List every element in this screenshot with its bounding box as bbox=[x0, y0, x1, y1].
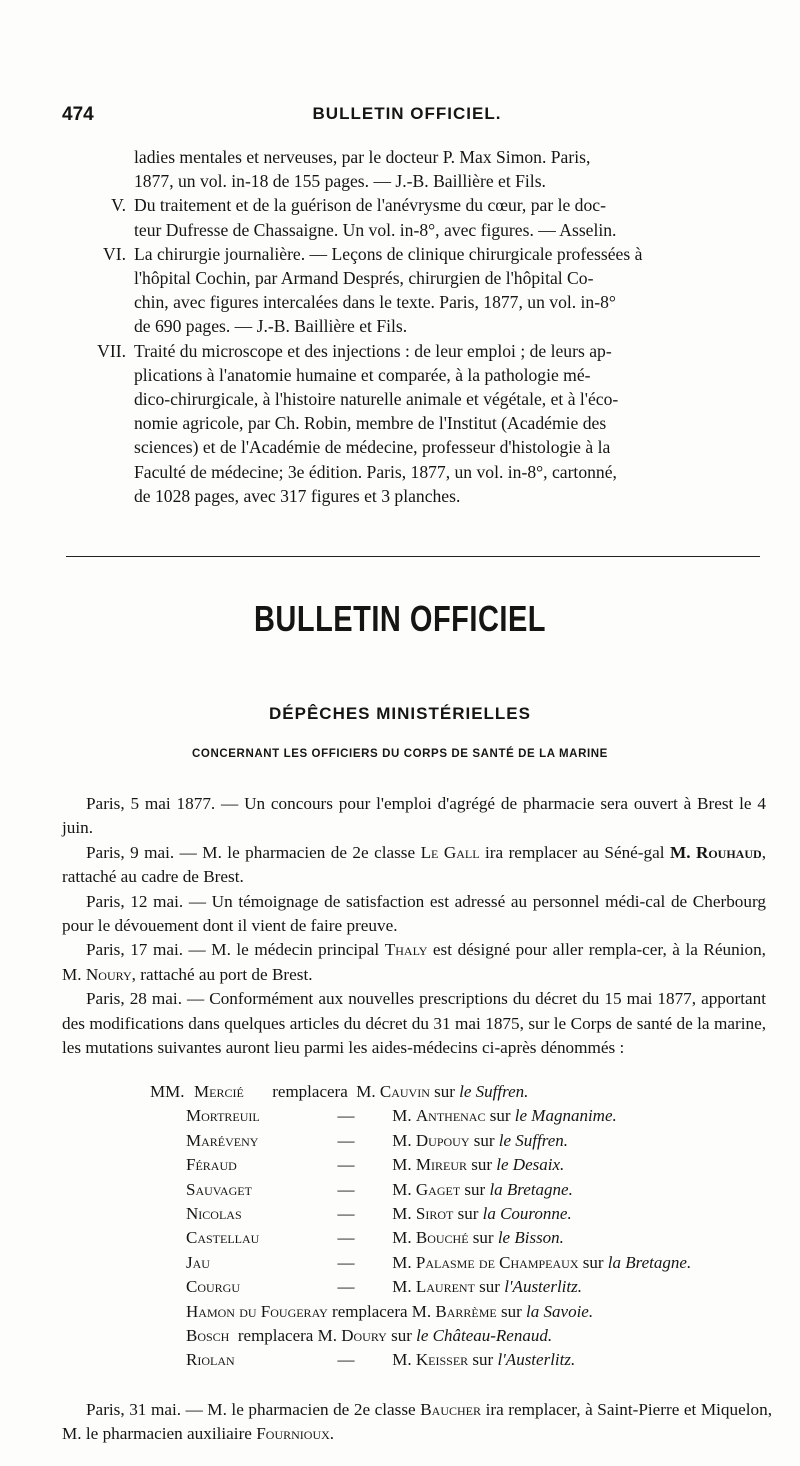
dispatch-text: ira remplacer au Séné-gal bbox=[479, 842, 670, 862]
mutation-sur: sur bbox=[489, 1106, 511, 1126]
mutation-m: M. bbox=[392, 1179, 412, 1199]
mutation-row bbox=[150, 1104, 770, 1128]
entry-number: V. bbox=[111, 195, 126, 216]
dispatch-paragraph bbox=[62, 792, 766, 841]
person-name: Baucher bbox=[420, 1400, 482, 1419]
mutation-m: M. bbox=[392, 1130, 412, 1150]
final-dispatch bbox=[62, 1398, 772, 1447]
mutation-row bbox=[150, 1300, 770, 1324]
mutation-to: Laurent bbox=[415, 1277, 475, 1297]
mutation-sur: sur bbox=[434, 1082, 455, 1101]
mutation-verb: — bbox=[337, 1106, 355, 1126]
dispatch-paragraph bbox=[62, 938, 766, 987]
biblio-entry bbox=[62, 242, 772, 339]
dispatch-text: . bbox=[329, 1424, 335, 1444]
mutation-lead: MM. bbox=[150, 1082, 185, 1101]
mutation-sur: sur bbox=[391, 1326, 412, 1346]
mutation-row bbox=[150, 1324, 770, 1348]
dispatch-text: — M. le pharmacien de 2e classe bbox=[174, 842, 421, 862]
ship-name: l'Austerlitz. bbox=[497, 1350, 576, 1370]
entry-line: dico-chirurgicale, à l'histoire naturelle animale et végétale, et à l'éco- bbox=[134, 389, 619, 410]
mutation-row bbox=[150, 1202, 770, 1226]
ship-name: la Bretagne. bbox=[607, 1252, 692, 1272]
biblio-continuation-line: 1877, un vol. in-18 de 155 pages. — J.-B. Baillière et Fils. bbox=[134, 171, 546, 192]
dispatch-date: Paris, 12 mai. bbox=[86, 891, 184, 911]
dispatch-paragraph bbox=[62, 987, 766, 1060]
ship-name: la Bretagne. bbox=[489, 1179, 573, 1199]
mutation-sur: sur bbox=[457, 1204, 479, 1224]
running-head: BULLETIN OFFICIEL. bbox=[312, 104, 502, 123]
entry-line: Faculté de médecine; 3e édition. Paris, 1877, un vol. in-8°, cartonné, bbox=[134, 461, 617, 482]
mutation-m: M. bbox=[392, 1350, 412, 1370]
mutation-from: Jau bbox=[186, 1252, 210, 1272]
mutation-from: Castellau bbox=[186, 1228, 260, 1248]
mutation-from: Bosch bbox=[186, 1326, 230, 1346]
dispatch-text: — Conformément aux nouvelles prescriptions du décret du 15 mai 1877, apportant des modifications dans quelques articles du décret du 31 mai 1875, sur le Corps de santé de la marine, les mutations suivantes auront lieu parmi les aides-médecins ci-après dénommés : bbox=[62, 989, 766, 1058]
mutation-m: M. bbox=[392, 1277, 412, 1297]
ship-name: l'Austerlitz. bbox=[504, 1277, 582, 1297]
mutation-verb: remplacera bbox=[272, 1082, 348, 1101]
mutation-to: Sirot bbox=[415, 1204, 454, 1224]
biblio-entry bbox=[62, 193, 772, 241]
mutation-m: M. bbox=[392, 1155, 412, 1175]
ship-name: le Bisson. bbox=[497, 1228, 564, 1248]
mutation-row bbox=[150, 1153, 770, 1177]
mutation-to: Anthenac bbox=[415, 1106, 486, 1126]
dispatch-text: M. bbox=[669, 842, 696, 862]
mutation-verb: remplacera bbox=[237, 1326, 314, 1346]
dispatch-text: — M. le pharmacien de 2e classe bbox=[181, 1400, 421, 1419]
mutation-to: Doury bbox=[341, 1326, 387, 1346]
mutation-m: M. bbox=[356, 1082, 376, 1101]
page-header bbox=[62, 104, 752, 130]
mutation-verb: remplacera bbox=[332, 1301, 408, 1321]
mutation-m: M. bbox=[392, 1106, 412, 1126]
mutation-row bbox=[150, 1251, 770, 1275]
person-name: Fournioux bbox=[256, 1424, 330, 1444]
biblio-continuation-line: ladies mentales et nerveuses, par le docteur P. Max Simon. Paris, bbox=[134, 147, 591, 167]
mutation-row bbox=[150, 1129, 770, 1153]
mutation-row bbox=[150, 1080, 770, 1104]
dispatch-text: — Un concours pour l'emploi d'agrégé de pharmacie sera ouvert à Brest le 4 juin. bbox=[62, 794, 766, 838]
mutations-list bbox=[150, 1080, 770, 1373]
mutation-row bbox=[150, 1275, 770, 1299]
mutation-to: Gaget bbox=[415, 1179, 461, 1199]
mutation-sur: sur bbox=[582, 1252, 604, 1272]
dispatch-text: , rattaché au port de Brest. bbox=[131, 964, 313, 984]
section-divider bbox=[66, 556, 760, 557]
mutation-sur: sur bbox=[501, 1301, 522, 1321]
mutation-row bbox=[150, 1226, 770, 1250]
subsection-subtitle: CONCERNANT LES OFFICIERS DU CORPS DE SANTÉ DE LA MARINE bbox=[192, 748, 608, 760]
mutation-from: Riolan bbox=[186, 1350, 235, 1370]
section-title: BULLETIN OFFICIEL bbox=[253, 599, 547, 640]
entry-line: nomie agricole, par Ch. Robin, membre de l'Institut (Académie des bbox=[134, 413, 607, 434]
mutation-verb: — bbox=[337, 1130, 355, 1150]
mutation-verb: — bbox=[337, 1155, 355, 1175]
mutation-to: Barrème bbox=[435, 1301, 497, 1321]
mutation-from: Nicolas bbox=[186, 1204, 242, 1224]
dispatch-text: — M. le médecin principal bbox=[183, 940, 385, 960]
mutation-to: Dupouy bbox=[415, 1130, 470, 1150]
entry-line: La chirurgie journalière. — Leçons de clinique chirurgicale professées à bbox=[134, 243, 643, 264]
mutation-from: Féraud bbox=[186, 1155, 237, 1175]
dispatch-date: Paris, 9 mai. bbox=[86, 842, 175, 862]
mutation-verb: — bbox=[337, 1228, 355, 1248]
ship-name: le Desaix. bbox=[496, 1155, 565, 1175]
ship-name: le Château-Renaud. bbox=[416, 1326, 553, 1346]
mutation-from: Mercié bbox=[194, 1082, 244, 1101]
dispatch-paragraph bbox=[62, 841, 766, 890]
mutation-row bbox=[150, 1178, 770, 1202]
subsection-title: DÉPÊCHES MINISTÉRIELLES bbox=[269, 704, 531, 723]
person-name: Rouhaud bbox=[695, 842, 762, 862]
dispatch-text: — Un témoignage de satisfaction est adressé au personnel médi-cal de Cherbourg pour le dévouement dont il vient de faire preuve. bbox=[62, 891, 766, 936]
dispatch-date: Paris, 31 mai. bbox=[86, 1400, 182, 1419]
dispatch-date: Paris, 17 mai. bbox=[86, 940, 184, 960]
bibliography-list bbox=[62, 145, 772, 508]
entry-line: chin, avec figures intercalées dans le texte. Paris, 1877, un vol. in-8° bbox=[134, 292, 616, 313]
mutation-sur: sur bbox=[479, 1277, 500, 1297]
mutation-verb: — bbox=[337, 1350, 355, 1370]
mutation-from: Hamon du Fougeray bbox=[186, 1301, 328, 1321]
entry-line: de 1028 pages, avec 317 figures et 3 planches. bbox=[134, 485, 461, 506]
mutation-from: Courgu bbox=[186, 1277, 241, 1297]
entry-line: teur Dufresse de Chassaigne. Un vol. in-8°, avec figures. — Asselin. bbox=[134, 219, 617, 240]
mutation-m: M. bbox=[392, 1228, 412, 1248]
mutation-from: Sauvaget bbox=[186, 1179, 252, 1199]
mutation-sur: sur bbox=[472, 1228, 494, 1248]
dispatches-body bbox=[62, 792, 766, 1060]
entry-line: plications à l'anatomie humaine et comparée, à la pathologie mé- bbox=[134, 364, 591, 385]
entry-line: sciences) et de l'Académie de médecine, professeur d'histologie à la bbox=[134, 437, 611, 458]
person-name: Thaly bbox=[384, 940, 428, 960]
page-number: 474 bbox=[62, 104, 94, 125]
dispatch-text: ira remplacer, à Saint-Pierre et Miquelon, M. le pharmacien auxiliaire bbox=[62, 1400, 772, 1444]
dispatch-paragraph bbox=[62, 890, 766, 939]
mutation-from: Mortreuil bbox=[186, 1106, 260, 1126]
mutation-m: M. bbox=[317, 1326, 337, 1346]
mutation-m: M. bbox=[392, 1204, 412, 1224]
mutation-to: Keisser bbox=[415, 1350, 469, 1370]
dispatch-text: , rattaché au cadre de Brest. bbox=[62, 842, 766, 887]
person-name: Noury bbox=[85, 964, 132, 984]
ship-name: le Suffren. bbox=[498, 1130, 569, 1150]
mutation-m: M. bbox=[392, 1252, 412, 1272]
mutation-to: Bouché bbox=[415, 1228, 469, 1248]
mutation-sur: sur bbox=[471, 1155, 493, 1175]
mutation-from: Maréveny bbox=[186, 1130, 259, 1150]
ship-name: le Suffren. bbox=[459, 1082, 529, 1101]
mutation-verb: — bbox=[337, 1204, 355, 1224]
mutation-sur: sur bbox=[472, 1350, 494, 1370]
entry-number: VII. bbox=[97, 340, 126, 361]
dispatch-date: Paris, 28 mai. bbox=[86, 989, 182, 1009]
dispatch-date: Paris, 5 mai 1877. bbox=[86, 794, 216, 813]
mutation-to: Cauvin bbox=[379, 1082, 430, 1101]
entry-line: de 690 pages. — J.-B. Baillière et Fils. bbox=[134, 316, 408, 337]
mutation-verb: — bbox=[337, 1179, 355, 1199]
mutation-sur: sur bbox=[464, 1179, 486, 1199]
entry-number: VI. bbox=[103, 243, 126, 264]
ship-name: le Magnanime. bbox=[514, 1106, 617, 1126]
ship-name: la Savoie. bbox=[526, 1301, 594, 1321]
biblio-entry bbox=[62, 339, 772, 508]
ship-name: la Couronne. bbox=[482, 1204, 572, 1224]
mutation-sur: sur bbox=[473, 1130, 495, 1150]
mutation-to: Mireur bbox=[415, 1155, 467, 1175]
entry-line: l'hôpital Cochin, par Armand Després, chirurgien de l'hôpital Co- bbox=[134, 268, 594, 289]
person-name: Le Gall bbox=[420, 842, 480, 862]
entry-line: Du traitement et de la guérison de l'anévrysme du cœur, par le doc- bbox=[134, 195, 606, 216]
mutation-verb: — bbox=[337, 1277, 355, 1297]
mutation-verb: — bbox=[337, 1252, 355, 1272]
mutation-to: Palasme de Champeaux bbox=[415, 1252, 579, 1272]
dispatch-text: est désigné pour aller rempla-cer, à la Réunion, M. bbox=[62, 940, 766, 984]
dispatch-paragraph bbox=[62, 1398, 772, 1447]
mutation-row bbox=[150, 1348, 770, 1372]
entry-line: Traité du microscope et des injections : de leur emploi ; de leurs ap- bbox=[134, 340, 612, 361]
mutation-m: M. bbox=[411, 1301, 432, 1321]
